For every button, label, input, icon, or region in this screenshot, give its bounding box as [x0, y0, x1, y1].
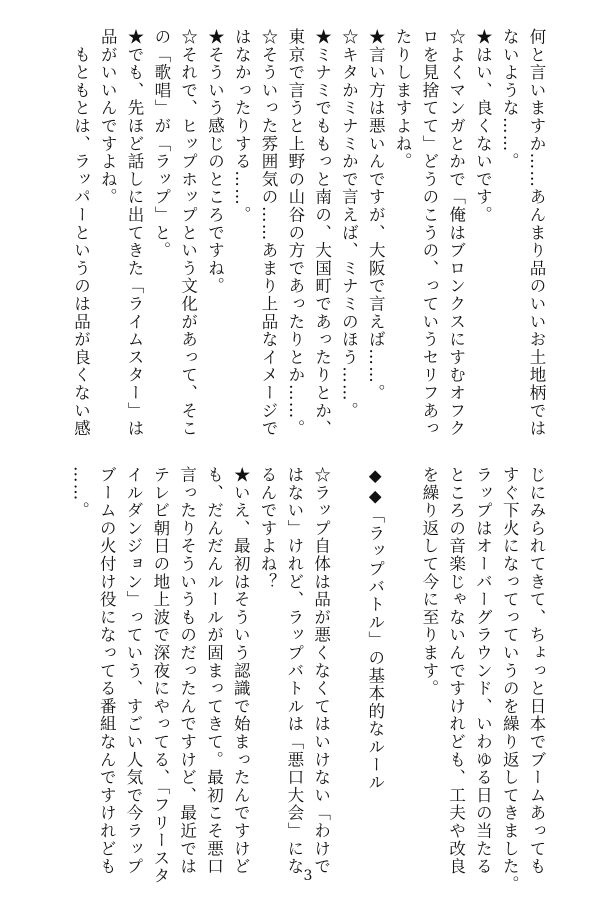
text-line: もともとは、ラッパーというのは品が良くない感 [71, 28, 91, 438]
text-line: ブームの火付け役になってる番組なんですけれども [97, 466, 117, 876]
page-number: 3 [303, 868, 313, 884]
section-heading: ◆◆「ラップバトル」の基本的なルール [365, 466, 385, 792]
text-line: ☆それで、ヒップホップという文化があって、そこ [178, 28, 198, 438]
text-line: テレビ朝日の地上波で深夜にやってる、「フリースタ [150, 466, 170, 885]
text-line: はなかったりする……。 [232, 28, 252, 224]
text-line: の「歌唱」が「ラップ」と。 [151, 28, 171, 260]
text-line: ないような……。 [500, 28, 520, 171]
text-line: も、だんだんルールが固まってきて。最初こそ悪口 [204, 466, 224, 876]
text-line: ★そういう感じのところですね。 [205, 28, 225, 295]
text-line: 東京で言うと上野の山谷の方であったりとか……。 [285, 28, 305, 438]
text-line: 言ったりそういうものだったんですけど、最近では [177, 466, 197, 876]
text-line: たりしますよね。 [393, 28, 413, 171]
text-line: 品がいいんですよね。 [98, 28, 118, 206]
text-line: ★ミナミでももっと南の、大国町であったりとか、 [312, 28, 332, 438]
text-line: ☆そういった雰囲気の……あまり上品なイメージで [259, 28, 279, 438]
text-line: はない」けれど、ラップバトルは「悪口大会」にな [284, 466, 304, 876]
text-line: ★いえ、最初はそういう認識で始まったんですけど [231, 466, 251, 876]
text-line: イルダンジョン」っていう、すごい人気で今ラップ [124, 466, 144, 876]
text-line: すぐ下火になってっていうのを繰り返してきました。 [500, 466, 520, 894]
text-line: ……。 [70, 466, 90, 520]
text-line: を繰り返して今に至ります。 [419, 466, 439, 698]
text-line: るんですよね？ [258, 466, 278, 591]
text-line: ☆ラップ自体は品が悪くなくてはいけない「わけで [311, 466, 331, 876]
lower-text-block [66, 466, 549, 894]
text-line: ☆キタかミナミかで言えば、ミナミのほう……。 [339, 28, 359, 420]
text-line: じにみられてきて、ちょっと日本でブームあっても [527, 466, 546, 876]
text-line: ラップはオーバーグラウンド、いわゆる日の当たる [473, 466, 493, 876]
text-line: ロを見捨てて」どうのこうの、っていうセリフあっ [419, 28, 439, 438]
text-line: ★でも、先ほど話しに出てきた「ライムスター」は [125, 28, 145, 438]
text-line: ★言い方は悪いんですが、大阪で言えば……。 [366, 28, 386, 402]
text-line: ★はい、良くないです。 [473, 28, 493, 224]
text-line: 何と言いますか……あんまり品のいいお土地柄では [527, 28, 546, 438]
text-line: ところの音楽じゃないんですけれども、工夫や改良 [446, 466, 466, 876]
upper-text-block [67, 28, 549, 443]
text-line: ☆よくマンガとかで「俺はブロンクスにすむオフク [446, 28, 466, 438]
